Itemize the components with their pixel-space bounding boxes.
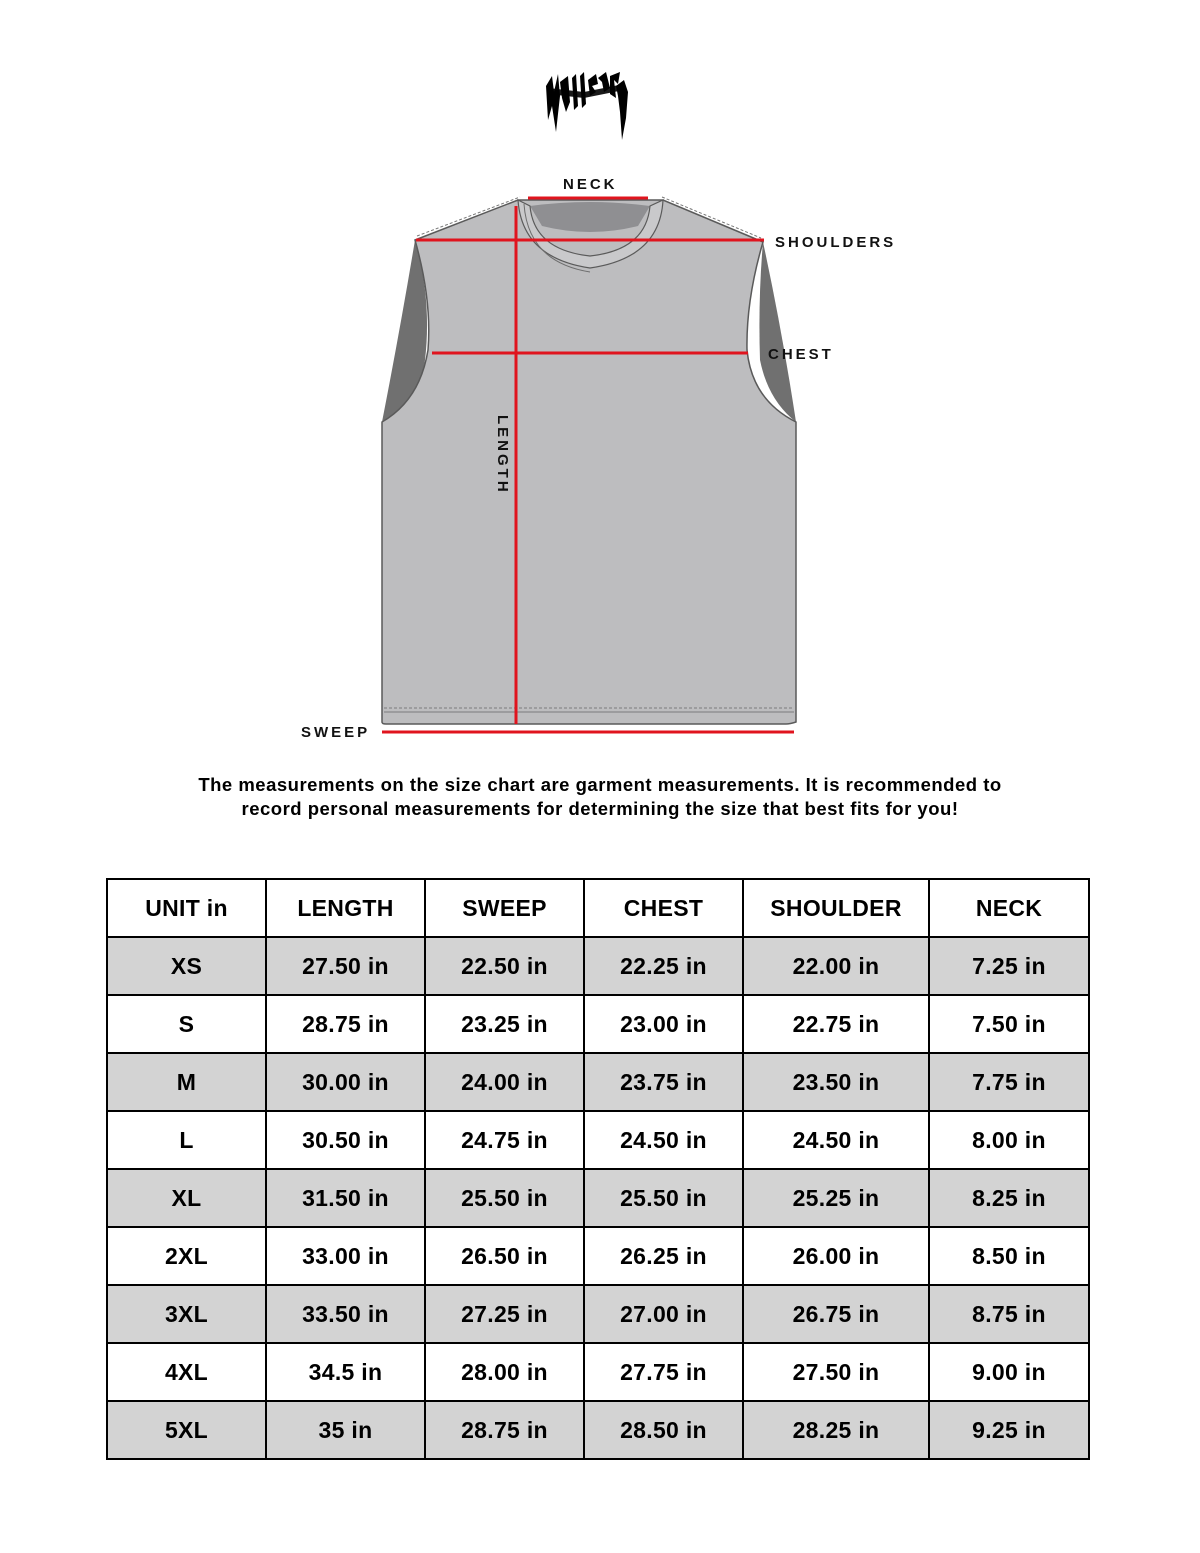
shoulder-cell: 22.75 in <box>743 995 929 1053</box>
sweep-cell: 26.50 in <box>425 1227 584 1285</box>
table-row <box>107 1343 1089 1401</box>
sweep-cell: 27.25 in <box>425 1285 584 1343</box>
table-row <box>107 1053 1089 1111</box>
length-cell: 28.75 in <box>266 995 425 1053</box>
header-neck: NECK <box>929 879 1089 937</box>
note-line-2: record personal measurements for determining the size that best fits for you! <box>241 798 959 819</box>
length-cell: 30.00 in <box>266 1053 425 1111</box>
shoulder-cell: 24.50 in <box>743 1111 929 1169</box>
length-cell: 31.50 in <box>266 1169 425 1227</box>
size-cell: 2XL <box>107 1227 266 1285</box>
shoulder-cell: 26.75 in <box>743 1285 929 1343</box>
size-cell: M <box>107 1053 266 1111</box>
shoulders-label: SHOULDERS <box>775 234 897 251</box>
size-cell: S <box>107 995 266 1053</box>
chest-cell: 27.75 in <box>584 1343 743 1401</box>
neck-cell: 9.25 in <box>929 1401 1089 1459</box>
chest-cell: 26.25 in <box>584 1227 743 1285</box>
length-cell: 34.5 in <box>266 1343 425 1401</box>
length-cell: 33.00 in <box>266 1227 425 1285</box>
header-chest: CHEST <box>584 879 743 937</box>
header-unit: UNIT in <box>107 879 266 937</box>
neck-cell: 8.25 in <box>929 1169 1089 1227</box>
neck-cell: 7.50 in <box>929 995 1089 1053</box>
note-line-1: The measurements on the size chart are garment measurements. It is recommended to <box>198 774 1002 795</box>
sweep-cell: 28.75 in <box>425 1401 584 1459</box>
table-row <box>107 1227 1089 1285</box>
shoulder-cell: 23.50 in <box>743 1053 929 1111</box>
sweep-cell: 24.00 in <box>425 1053 584 1111</box>
chest-cell: 23.75 in <box>584 1053 743 1111</box>
length-cell: 33.50 in <box>266 1285 425 1343</box>
size-cell: XS <box>107 937 266 995</box>
sweep-cell: 22.50 in <box>425 937 584 995</box>
chest-cell: 22.25 in <box>584 937 743 995</box>
chest-cell: 24.50 in <box>584 1111 743 1169</box>
sweep-label: SWEEP <box>301 724 371 741</box>
sweep-cell: 24.75 in <box>425 1111 584 1169</box>
sweep-cell: 23.25 in <box>425 995 584 1053</box>
neck-cell: 8.75 in <box>929 1285 1089 1343</box>
shoulder-cell: 25.25 in <box>743 1169 929 1227</box>
neck-cell: 9.00 in <box>929 1343 1089 1401</box>
table-body <box>107 937 1089 1459</box>
table-row <box>107 1285 1089 1343</box>
length-cell: 30.50 in <box>266 1111 425 1169</box>
table-row <box>107 937 1089 995</box>
shoulder-cell: 28.25 in <box>743 1401 929 1459</box>
length-cell: 35 in <box>266 1401 425 1459</box>
sweep-cell: 25.50 in <box>425 1169 584 1227</box>
chest-cell: 28.50 in <box>584 1401 743 1459</box>
neck-cell: 8.00 in <box>929 1111 1089 1169</box>
shoulder-cell: 27.50 in <box>743 1343 929 1401</box>
sweep-cell: 28.00 in <box>425 1343 584 1401</box>
size-cell: 3XL <box>107 1285 266 1343</box>
length-label: LENGTH <box>494 415 511 495</box>
right-armhole-shadow <box>759 242 796 422</box>
header-length: LENGTH <box>266 879 425 937</box>
measurement-note <box>60 773 1140 821</box>
size-cell: 4XL <box>107 1343 266 1401</box>
shoulder-cell: 26.00 in <box>743 1227 929 1285</box>
table-header-row <box>107 879 1089 937</box>
chest-label: CHEST <box>768 346 834 363</box>
table-row <box>107 1111 1089 1169</box>
neck-cell: 7.75 in <box>929 1053 1089 1111</box>
garment-diagram <box>0 0 1200 760</box>
size-cell: 5XL <box>107 1401 266 1459</box>
size-cell: L <box>107 1111 266 1169</box>
tank-body <box>382 200 796 724</box>
table-row <box>107 1401 1089 1459</box>
header-sweep: SWEEP <box>425 879 584 937</box>
table-row <box>107 995 1089 1053</box>
neck-label: NECK <box>563 176 618 193</box>
table-row <box>107 1169 1089 1227</box>
neck-cell: 8.50 in <box>929 1227 1089 1285</box>
size-chart-table <box>106 878 1090 1460</box>
length-cell: 27.50 in <box>266 937 425 995</box>
chest-cell: 23.00 in <box>584 995 743 1053</box>
neck-cell: 7.25 in <box>929 937 1089 995</box>
chest-cell: 27.00 in <box>584 1285 743 1343</box>
size-cell: XL <box>107 1169 266 1227</box>
chest-cell: 25.50 in <box>584 1169 743 1227</box>
shoulder-cell: 22.00 in <box>743 937 929 995</box>
header-shoulder: SHOULDER <box>743 879 929 937</box>
